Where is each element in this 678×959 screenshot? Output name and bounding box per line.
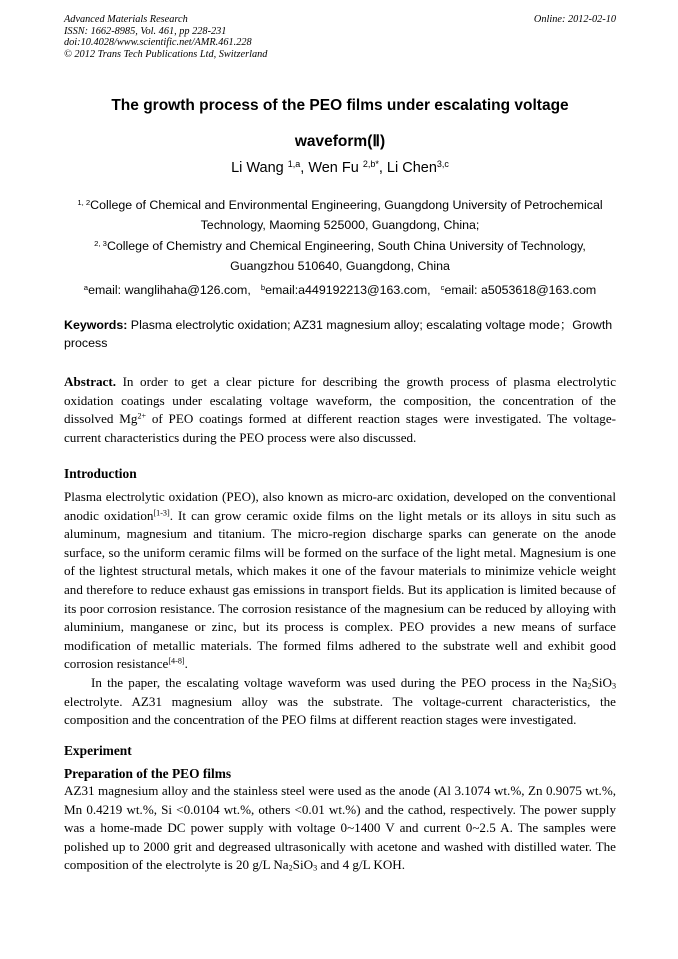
keywords-text: Plasma electrolytic oxidation; AZ31 magnesium alloy; escalating voltage mode；Growth process — [64, 318, 613, 350]
email-link[interactable]: email: a5053618@163.com — [444, 283, 597, 297]
ion-charge: 2+ — [137, 411, 147, 421]
affil-mark: 2, 3 — [94, 238, 107, 248]
affil-line: College of Chemistry and Chemical Engineering, South China University of Technology, — [106, 239, 586, 253]
intro-paragraph-2 — [64, 674, 616, 730]
author-affil-mark: 2,b* — [362, 159, 379, 170]
email-list — [64, 280, 616, 300]
affil-line: Guangzhou 510640, Guangdong, China — [230, 259, 450, 273]
subscript: 3 — [611, 681, 616, 691]
paper-title — [64, 88, 616, 160]
subscript: 2 — [587, 681, 592, 691]
subscript: 3 — [313, 863, 318, 873]
affil-line: Technology, Maoming 525000, Guangdong, China; — [200, 218, 480, 232]
abstract-text: of PEO coatings formed at different reaction stages were investigated. The voltage-current characteristics during the PEO process were also discussed. — [64, 411, 616, 445]
paragraph-text: In the paper, the escalating voltage waveform was used during the PEO process in the Na — [91, 674, 588, 690]
abstract — [64, 373, 616, 447]
title-line-1: The growth process of the PEO films under escalating voltage — [111, 97, 569, 114]
author-affil-mark: 1,a — [287, 159, 301, 170]
email-link[interactable]: email:a449192213@163.com, — [265, 283, 431, 297]
email-mark: a — [83, 282, 89, 292]
affiliation-2 — [64, 236, 616, 276]
paragraph-text: SiO — [292, 857, 314, 873]
abstract-text: In order to get a clear picture for describing the growth process of plasma electrolytic oxidation coatings under escalating voltage waveform, the composition, the concentration of the dissolved Mg — [64, 374, 616, 427]
affiliation-1 — [64, 195, 616, 235]
citation[interactable]: [1-3] — [153, 508, 170, 518]
paragraph-text: electrolyte. AZ31 magnesium alloy was the substrate. The voltage-current characteristics, the composition and the concentration of the PEO films at different reaction stages were investigated. — [64, 693, 616, 728]
paragraph-text: and 4 g/L KOH. — [317, 857, 406, 873]
email-link[interactable]: email: wanglihaha@126.com, — [88, 283, 251, 297]
abstract-label: Abstract. — [64, 374, 116, 389]
paragraph-text: . — [184, 656, 188, 672]
issn-line: ISSN: 1662-8985, Vol. 461, pp 228-231 — [64, 25, 227, 37]
introduction-heading: Introduction — [64, 466, 137, 481]
affil-mark: 1, 2 — [77, 197, 91, 207]
online-date: Online: 2012-02-10 — [533, 14, 616, 25]
paragraph-text: . It can grow ceramic oxide films on the light metals or its alloys in situ such as aluminum, magnesium and titanium. The micro-region discharge sparks can generate on the anode surface, so the uniform ceramic films will be formed on the surface of the light metal. Magnesium is one of the lightest structural metals, which makes it one of the favour materials to minimize vehicle weight and therefore to reduce exhaust gas emissions in transport fields. But its application is limited because of its poor corrosion resistance. The corrosion resistance of the magnesium can be reduced by alloying with aluminium, manganese or zinc, but its process is complex. PEO provides a new means of surface modification of metallic materials. The formed films adhered to the substrate well and exhibit good corrosion resistance — [64, 507, 617, 672]
introduction-body — [64, 488, 616, 730]
preparation-subheading: Preparation of the PEO films — [64, 766, 232, 781]
intro-paragraph-1 — [64, 488, 616, 674]
keywords — [64, 316, 616, 352]
doi-line: doi:10.4028/www.scientific.net/AMR.461.228 — [64, 37, 252, 48]
author-name: , Wen Fu — [300, 160, 363, 176]
author-name: Li Wang — [231, 160, 288, 176]
email-mark: c — [440, 282, 445, 292]
journal-name: Advanced Materials Research — [64, 14, 188, 25]
paragraph-text: AZ31 magnesium alloy and the stainless steel were used as the anode (Al 3.1074 wt.%, Zn 0.9075 wt.%, Mn 0.4219 wt.%, Si <0.0104 wt.%, others <0.01 wt.%) and the cathod, respectively. The power supply was a home-made DC power supply with voltage 0~1400 V and current 0~2.5 A. The samples were polished up to 2000 grit and degreased ultrasonically with acetone and washed with distilled water. The composition of the electrolyte is 20 g/L Na — [64, 783, 616, 873]
subscript: 2 — [288, 863, 293, 873]
affil-line: College of Chemical and Environmental Engineering, Guangdong University of Petrochemical — [90, 198, 603, 212]
author-list — [64, 158, 616, 178]
author-affil-mark: 3,c — [436, 159, 449, 170]
paragraph-text: Plasma electrolytic oxidation (PEO), also known as micro-arc oxidation, developed on the conventional anodic oxidation — [64, 489, 616, 523]
email-mark: b — [260, 282, 266, 292]
preparation-paragraph — [64, 782, 616, 875]
experiment-heading: Experiment — [64, 743, 132, 758]
copyright-line: © 2012 Trans Tech Publications Ltd, Switzerland — [64, 48, 268, 60]
paragraph-text: SiO — [591, 674, 612, 690]
citation[interactable]: [4-8] — [168, 656, 185, 666]
keywords-label: Keywords: — [64, 318, 128, 332]
journal-header — [64, 14, 616, 60]
author-name: , Li Chen — [378, 160, 437, 176]
title-line-2: waveform(Ⅱ) — [294, 133, 386, 150]
